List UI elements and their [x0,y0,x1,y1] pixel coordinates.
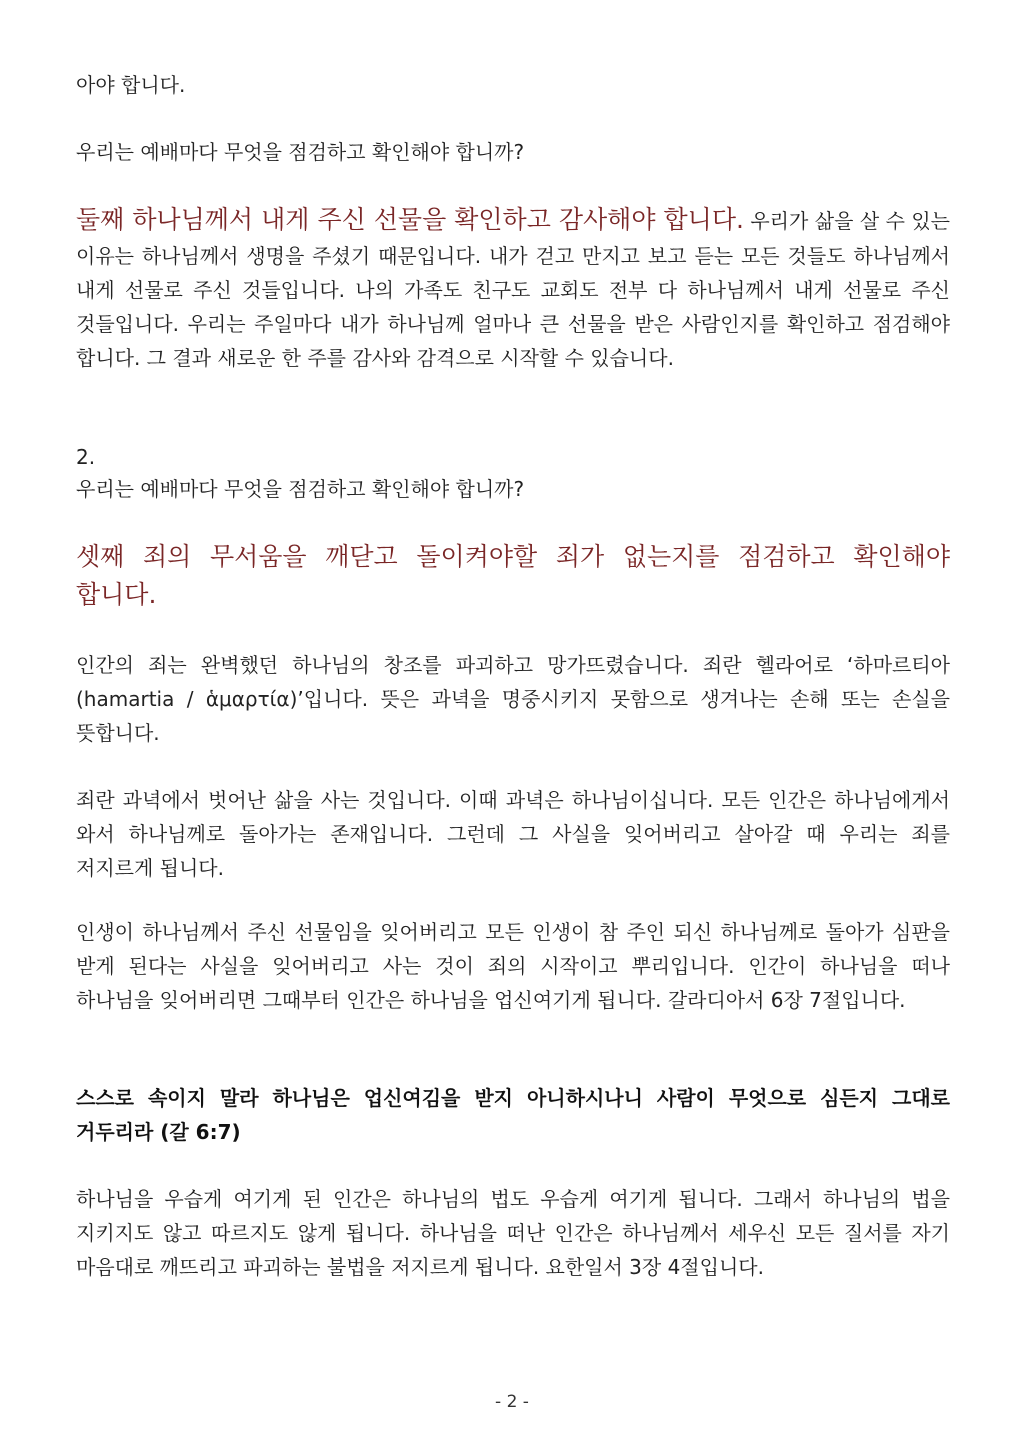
paragraph-continuation: 아야 합니다. [76,73,186,97]
question-line: 우리는 예배마다 무엇을 점검하고 확인해야 합니까? [76,140,525,164]
paragraph-target: 죄란 과녁에서 벗어난 삶을 사는 것입니다. 이때 과녁은 하나님이십니다. 모든 인간은 하나님에게서 와서 하나님께로 돌아가는 존재입니다. 그런데 그 사실을 잊어버리고 살아갈 때 우리는 죄를 저지르게 됩니다. [76,788,950,880]
paragraph-second-point [76,201,950,375]
page-number: - 2 - [495,1392,529,1412]
question-line-2: 우리는 예배마다 무엇을 점검하고 확인해야 합니까? [76,477,525,501]
paragraph-law: 하나님을 우습게 여기게 된 인간은 하나님의 법도 우습게 여기게 됩니다. 그래서 하나님의 법을 지키지도 않고 따르지도 않게 됩니다. 하나님을 떠난 인간은 하나님께서 세우신 모든 질서를 자기 마음대로 깨뜨리고 파괴하는 불법을 저지르게 됩니다. 요한일서 3장 4절입니다. [76,1187,950,1279]
point-body-second: 우리가 삶을 살 수 있는 이유는 하나님께서 생명을 주셨기 때문입니다. 내가 걷고 만지고 보고 듣는 모든 것들도 하나님께서 내게 선물로 주신 것들입니다. 나의 가족도 친구도 교회도 전부 다 하나님께서 내게 선물로 주신 것들입니다. 우리는 주일마다 내가 하나님께 얼마나 큰 선물을 받은 사람인지를 확인하고 점검해야 합니다. 그 결과 새로운 한 주를 감사와 감격으로 시작할 수 있습니다. [76,209,951,370]
point-heading-second: 둘째 하나님께서 내게 주신 선물을 확인하고 감사해야 합니다. [76,205,744,234]
section-number: 2. [76,445,96,469]
point-heading-third: 셋째 죄의 무서움을 깨닫고 돌이켜야할 죄가 없는지를 점검하고 확인해야 합니다. [76,542,950,609]
paragraph-forgetting: 인생이 하나님께서 주신 선물임을 잊어버리고 모든 인생이 참 주인 되신 하나님께로 돌아가 심판을 받게 된다는 사실을 잊어버리고 사는 것이 죄의 시작이고 뿌리입니다. 인간이 하나님을 떠나 하나님을 잊어버리면 그때부터 인간은 하나님을 업신여기게 됩니다. 갈라디아서 6장 7절입니다. [76,920,950,1012]
scripture-quote: 스스로 속이지 말라 하나님은 업신여김을 받지 아니하시나니 사람이 무엇으로 심든지 그대로 거두리라 (갈 6:7) [76,1086,950,1144]
paragraph-sin-definition: 인간의 죄는 완벽했던 하나님의 창조를 파괴하고 망가뜨렸습니다. 죄란 헬라어로 ‘하마르티아(hamartia / ἁμαρτία)’입니다. 뜻은 과녁을 명중시키지 못함으로 생겨나는 손해 또는 손실을 뜻합니다. [76,653,950,745]
